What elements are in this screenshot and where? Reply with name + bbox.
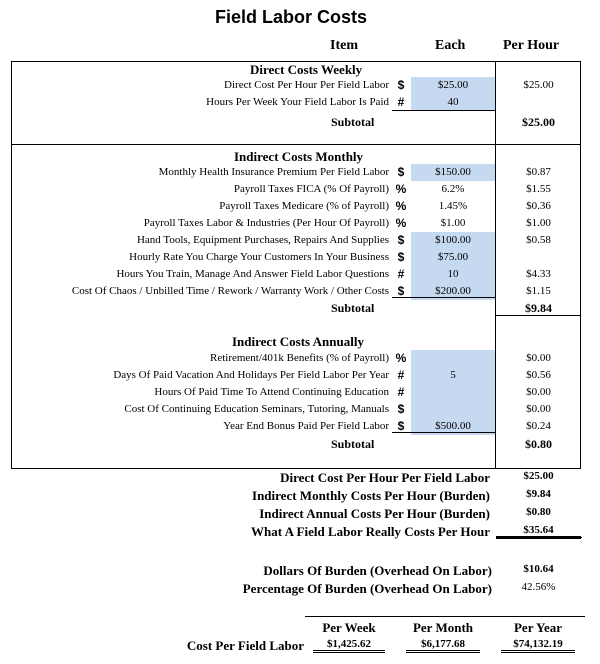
monthly-subtotal-underline xyxy=(495,315,581,316)
summary-label: Indirect Monthly Costs Per Hour (Burden) xyxy=(252,488,490,503)
monthly-row-per-hour: $1.00 xyxy=(526,217,551,229)
annual-row-label: Hours Of Paid Time To Attend Continuing Education xyxy=(154,386,389,398)
monthly-row-unit: % xyxy=(395,182,407,196)
cost-header: Per Year xyxy=(513,620,562,635)
annual-row-label: Year End Bonus Paid Per Field Labor xyxy=(223,420,389,432)
annual-row-each-input[interactable] xyxy=(411,401,495,418)
monthly-row-per-hour: $0.36 xyxy=(526,200,551,212)
monthly-row-unit: # xyxy=(397,267,405,281)
section-heading-annual: Indirect Costs Annually xyxy=(232,334,364,349)
cost-header: Per Week xyxy=(322,620,376,635)
monthly-divider xyxy=(392,297,496,298)
annual-divider xyxy=(392,432,496,433)
annual-subtotal-value: $0.80 xyxy=(525,437,552,451)
annual-row-each-input[interactable] xyxy=(411,350,495,367)
weekly-subtotal-value: $25.00 xyxy=(522,115,555,129)
monthly-subtotal-label: Subtotal xyxy=(331,301,375,315)
cost-header: Per Month xyxy=(412,620,474,635)
annual-row-per-hour: $0.00 xyxy=(526,352,551,364)
monthly-row-per-hour: $1.15 xyxy=(526,285,551,297)
monthly-row-each-input[interactable]: $75.00 xyxy=(411,249,495,266)
burden-value: $10.64 xyxy=(523,563,554,575)
cost-value: $6,177.68 xyxy=(406,638,480,653)
monthly-row-each-input[interactable]: $150.00 xyxy=(411,164,495,181)
monthly-row-each-input: 6.2% xyxy=(441,183,465,195)
section-rule-1 xyxy=(11,144,581,145)
annual-row-each-input[interactable]: 5 xyxy=(411,367,495,384)
monthly-row-per-hour: $0.58 xyxy=(526,234,551,246)
monthly-row-label: Hand Tools, Equipment Purchases, Repairs And Supplies xyxy=(136,234,389,246)
section-heading-weekly: Direct Costs Weekly xyxy=(250,62,363,77)
weekly-divider xyxy=(392,110,496,111)
summary-value: $25.00 xyxy=(523,470,554,482)
burden-value: 42.56% xyxy=(521,581,556,593)
annual-row-per-hour: $0.00 xyxy=(526,386,551,398)
monthly-row-label: Cost Of Chaos / Unbilled Time / Rework / Warranty Work / Other Costs xyxy=(71,285,389,297)
monthly-subtotal-value: $9.84 xyxy=(525,301,552,315)
monthly-row-label: Hours You Train, Manage And Answer Field Labor Questions xyxy=(116,268,389,280)
annual-row-unit: # xyxy=(397,368,405,382)
summary-value: $9.84 xyxy=(526,488,551,500)
annual-row-label: Retirement/401k Benefits (% of Payroll) xyxy=(209,352,389,364)
annual-row-unit: % xyxy=(395,351,407,365)
monthly-row-each-input: 1.45% xyxy=(438,200,468,212)
monthly-row-label: Hourly Rate You Charge Your Customers In Your Business xyxy=(129,251,389,263)
monthly-row-label: Monthly Health Insurance Premium Per Field Labor xyxy=(158,166,389,178)
summary-label: Direct Cost Per Hour Per Field Labor xyxy=(280,470,490,485)
weekly-row-each-input[interactable]: $25.00 xyxy=(411,77,495,94)
annual-row-label: Days Of Paid Vacation And Holidays Per Field Labor Per Year xyxy=(113,369,389,381)
monthly-row-per-hour: $4.33 xyxy=(526,268,551,280)
monthly-row-label: Payroll Taxes FICA (% Of Payroll) xyxy=(233,183,389,195)
column-header-item: Item xyxy=(330,38,358,53)
annual-row-unit: $ xyxy=(397,419,405,433)
cost-value: $74,132.19 xyxy=(501,638,575,653)
burden-label: Dollars Of Burden (Overhead On Labor) xyxy=(263,563,492,578)
cost-table-top-rule xyxy=(305,616,585,617)
summary-total-underline xyxy=(496,537,582,538)
annual-row-per-hour: $0.00 xyxy=(526,403,551,415)
annual-row-each-input[interactable] xyxy=(411,384,495,401)
burden-label: Percentage Of Burden (Overhead On Labor) xyxy=(242,581,492,596)
weekly-row-unit: $ xyxy=(397,78,405,92)
summary-value: $0.80 xyxy=(526,506,551,518)
monthly-row-each-input: $1.00 xyxy=(440,217,466,229)
annual-row-each-input[interactable]: $500.00 xyxy=(411,418,495,435)
monthly-row-each-input[interactable]: $200.00 xyxy=(411,283,495,300)
weekly-subtotal-label: Subtotal xyxy=(331,115,375,129)
summary-label: What A Field Labor Really Costs Per Hour xyxy=(251,524,490,539)
annual-row-per-hour: $0.24 xyxy=(526,420,551,432)
cost-label: Cost Per Field Labor xyxy=(186,638,304,653)
annual-row-label: Cost Of Continuing Education Seminars, Tutoring, Manuals xyxy=(124,403,389,415)
summary-value: $35.64 xyxy=(496,524,581,539)
monthly-row-per-hour: $0.87 xyxy=(526,166,551,178)
monthly-row-unit: $ xyxy=(397,284,405,298)
annual-row-per-hour: $0.56 xyxy=(526,369,551,381)
monthly-row-per-hour: $1.55 xyxy=(526,183,551,195)
monthly-row-each-input[interactable]: $100.00 xyxy=(411,232,495,249)
monthly-row-each-input[interactable]: 10 xyxy=(411,266,495,283)
weekly-row-unit: # xyxy=(397,95,405,109)
weekly-row-label: Direct Cost Per Hour Per Field Labor xyxy=(224,79,389,91)
weekly-row-label: Hours Per Week Your Field Labor Is Paid xyxy=(206,96,389,108)
monthly-row-unit: $ xyxy=(397,250,405,264)
weekly-row-per-hour: $25.00 xyxy=(523,79,554,91)
annual-row-unit: $ xyxy=(397,402,405,416)
weekly-row-each-input[interactable]: 40 xyxy=(411,94,495,111)
summary-label: Indirect Annual Costs Per Hour (Burden) xyxy=(259,506,490,521)
monthly-row-unit: % xyxy=(395,216,407,230)
monthly-row-label: Payroll Taxes Labor & Industries (Per Hour Of Payroll) xyxy=(143,217,389,229)
cost-value: $1,425.62 xyxy=(313,638,385,653)
annual-subtotal-label: Subtotal xyxy=(331,437,375,451)
column-header-per-hour: Per Hour xyxy=(503,38,560,53)
page-title: Field Labor Costs xyxy=(215,7,368,27)
column-header-each: Each xyxy=(435,38,466,53)
annual-row-unit: # xyxy=(397,385,405,399)
monthly-row-unit: % xyxy=(395,199,407,213)
section-heading-monthly: Indirect Costs Monthly xyxy=(234,149,364,164)
monthly-row-unit: $ xyxy=(397,165,405,179)
monthly-row-unit: $ xyxy=(397,233,405,247)
monthly-row-label: Payroll Taxes Medicare (% of Payroll) xyxy=(219,200,389,212)
